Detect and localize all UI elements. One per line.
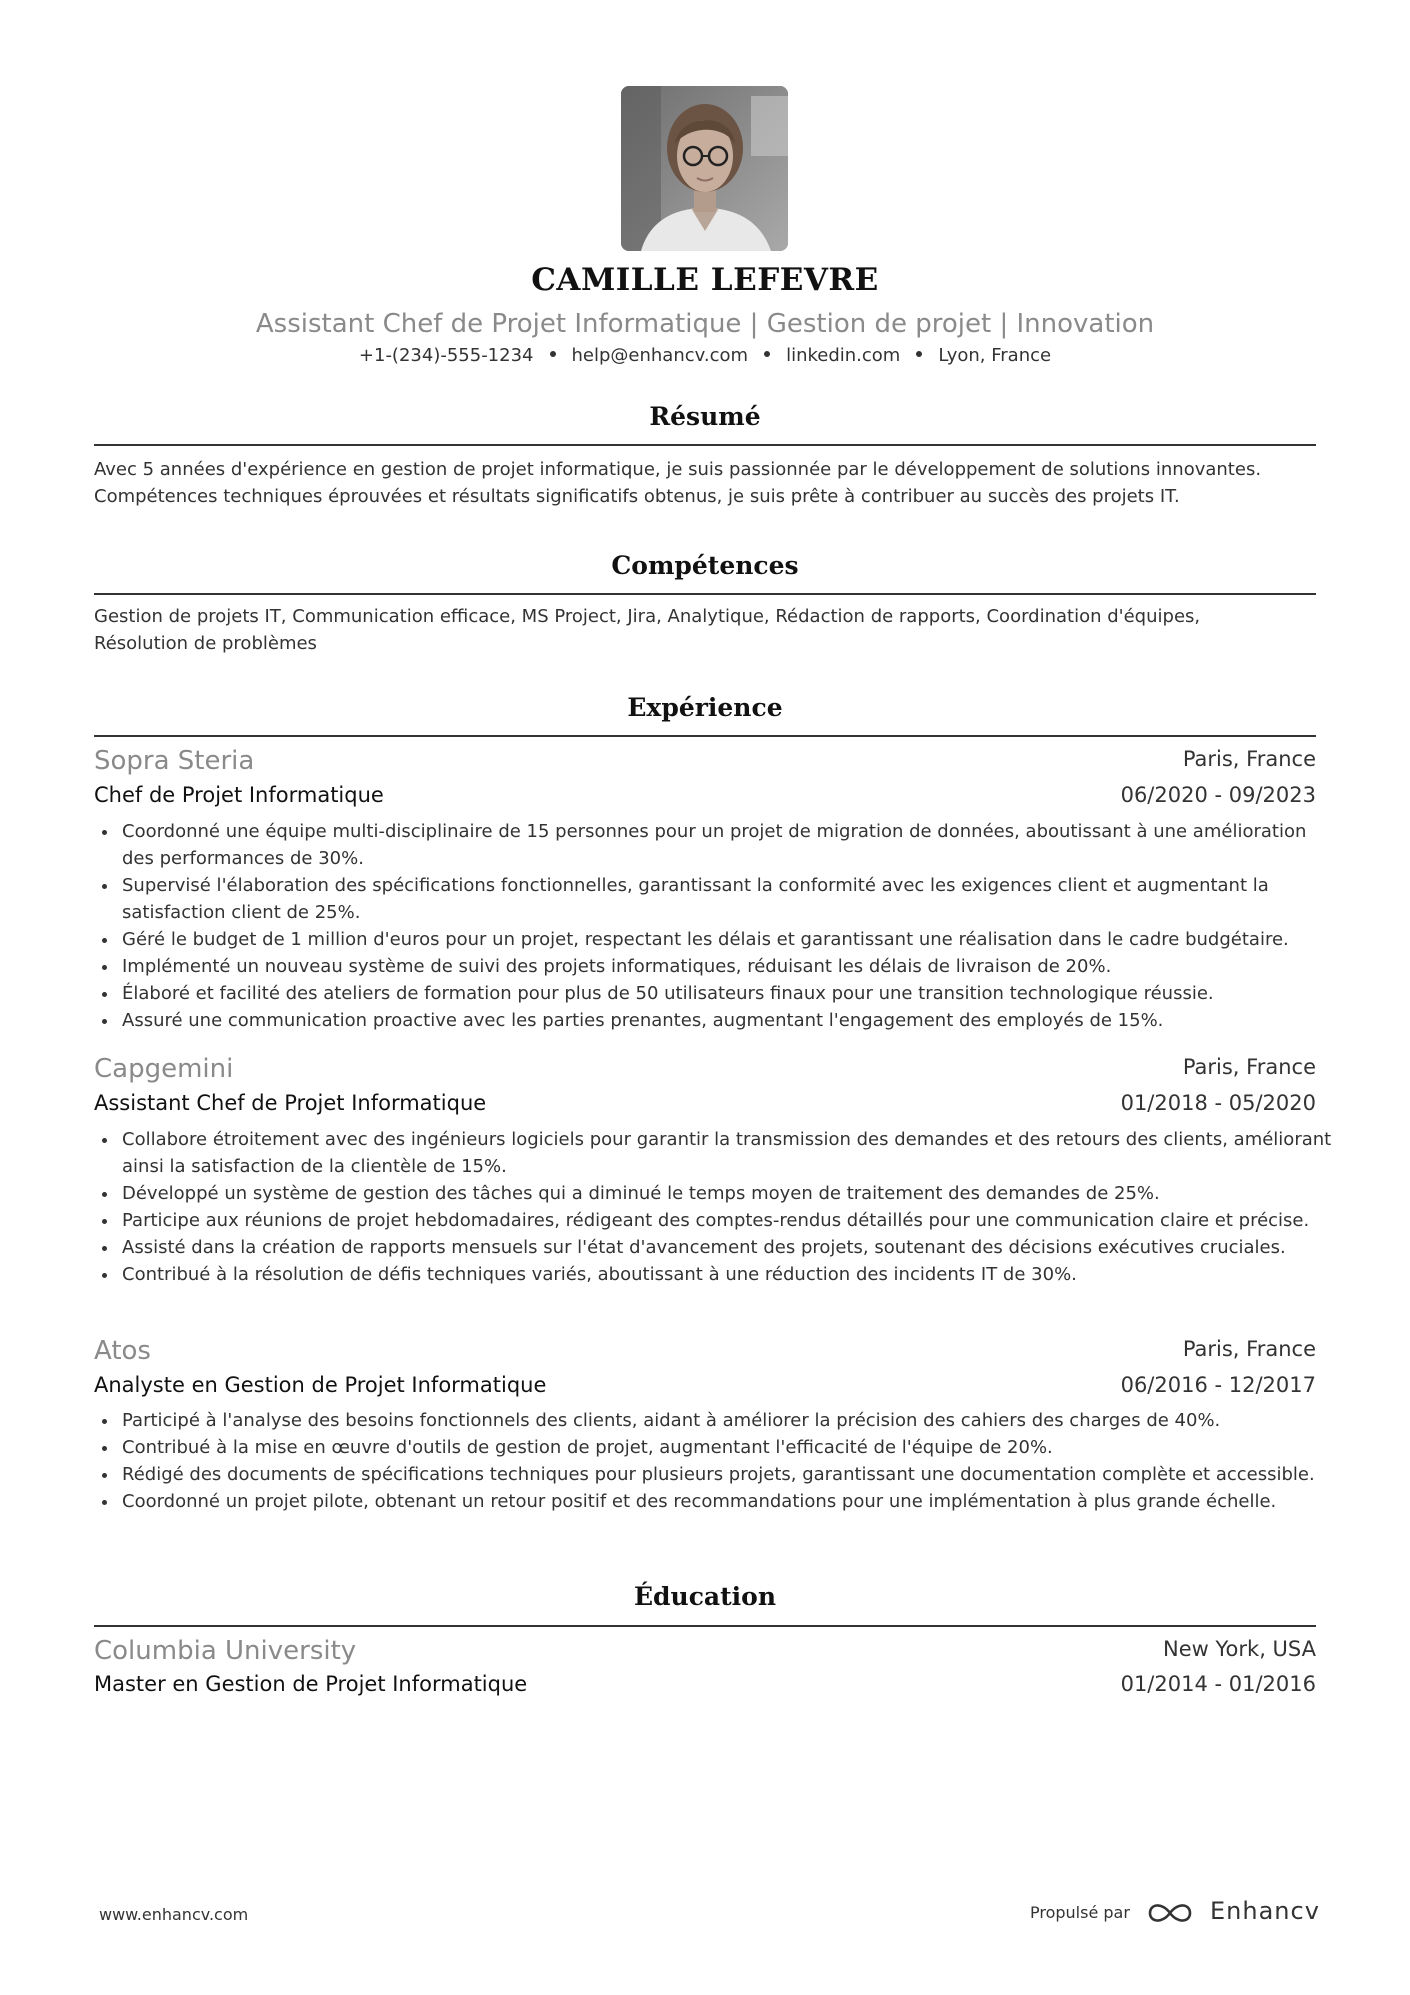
job-bullet: Participe aux réunions de projet hebdomadaires, rédigeant des comptes-rendus détaillés pour une communication claire et précise. bbox=[94, 1207, 1334, 1234]
job-bullet: Géré le budget de 1 million d'euros pour un projet, respectant les délais et garantissant une réalisation dans le cadre budgétaire. bbox=[94, 926, 1334, 953]
job-bullets bbox=[94, 1126, 1334, 1288]
candidate-name: CAMILLE LEFEVRE bbox=[531, 262, 879, 298]
skills-line: Gestion de projets IT, Communication efficace, MS Project, Jira, Analytique, Rédaction de rapports, Coordination d'équipes, bbox=[94, 606, 1201, 627]
job-bullet: Assisté dans la création de rapports mensuels sur l'état d'avancement des projets, soutenant des décisions exécutives cruciales. bbox=[94, 1234, 1334, 1261]
job-role: Assistant Chef de Projet Informatique bbox=[94, 1091, 487, 1115]
job-bullet: Contribué à la résolution de défis techniques variés, aboutissant à une réduction des incidents IT de 30%. bbox=[94, 1261, 1334, 1288]
candidate-headline: Assistant Chef de Projet Informatique | Gestion de projet | Innovation bbox=[255, 309, 1155, 339]
education-dates: 01/2014 - 01/2016 bbox=[1120, 1672, 1316, 1696]
summary-text bbox=[94, 456, 1324, 510]
education-school: Columbia University bbox=[94, 1636, 357, 1666]
contact-email[interactable]: help@enhancv.com bbox=[571, 345, 749, 366]
education-location: New York, USA bbox=[1163, 1637, 1316, 1661]
section-heading-experience: Expérience bbox=[627, 693, 783, 722]
job-bullet: Collabore étroitement avec des ingénieurs logiciels pour garantir la transmission des demandes et des retours des clients, améliorant ainsi la satisfaction de la clientèle de 15%. bbox=[94, 1126, 1334, 1180]
job-location: Paris, France bbox=[1182, 1337, 1316, 1361]
footer-brand: Enhancv bbox=[1210, 1897, 1320, 1925]
section-heading-summary: Résumé bbox=[649, 402, 761, 431]
profile-photo bbox=[621, 86, 788, 251]
footer-url[interactable]: www.enhancv.com bbox=[99, 1905, 249, 1924]
job-bullet: Supervisé l'élaboration des spécifications fonctionnelles, garantissant la conformité avec les exigences client et augmentant la satisfaction client de 25%. bbox=[94, 872, 1334, 926]
job-location: Paris, France bbox=[1182, 747, 1316, 771]
skills-line: Résolution de problèmes bbox=[94, 633, 317, 654]
job-bullet: Coordonné un projet pilote, obtenant un retour positif et des recommandations pour une implémentation à plus grande échelle. bbox=[94, 1488, 1334, 1515]
job-role: Chef de Projet Informatique bbox=[94, 783, 384, 807]
contact-phone[interactable]: +1-(234)-555-1234 bbox=[358, 345, 534, 366]
bullet-separator-icon bbox=[916, 351, 922, 357]
job-bullet: Élaboré et facilité des ateliers de formation pour plus de 50 utilisateurs finaux pour une transition technologique réussie. bbox=[94, 980, 1334, 1007]
job-location: Paris, France bbox=[1182, 1055, 1316, 1079]
contact-location: Lyon, France bbox=[938, 345, 1052, 366]
job-bullet: Rédigé des documents de spécifications techniques pour plusieurs projets, garantissant une documentation complète et accessible. bbox=[94, 1461, 1334, 1488]
education-degree: Master en Gestion de Projet Informatique bbox=[94, 1672, 528, 1696]
section-divider bbox=[94, 444, 1316, 446]
summary-line: Avec 5 années d'expérience en gestion de projet informatique, je suis passionnée par le développement de solutions innovantes. bbox=[94, 459, 1262, 480]
contact-line bbox=[0, 345, 1410, 366]
job-bullet: Développé un système de gestion des tâches qui a diminué le temps moyen de traitement des demandes de 25%. bbox=[94, 1180, 1334, 1207]
section-heading-education: Éducation bbox=[633, 1582, 777, 1611]
job-bullets bbox=[94, 818, 1334, 1034]
bullet-separator-icon bbox=[550, 351, 556, 357]
job-company: Capgemini bbox=[94, 1054, 234, 1084]
job-dates: 06/2016 - 12/2017 bbox=[1120, 1373, 1316, 1397]
skills-text bbox=[94, 603, 1324, 657]
job-bullet: Contribué à la mise en œuvre d'outils de gestion de projet, augmentant l'efficacité de l'équipe de 20%. bbox=[94, 1434, 1334, 1461]
job-company: Atos bbox=[94, 1336, 151, 1366]
job-bullet: Assuré une communication proactive avec les parties prenantes, augmentant l'engagement des employés de 15%. bbox=[94, 1007, 1334, 1034]
summary-line: Compétences techniques éprouvées et résultats significatifs obtenus, je suis prête à contribuer au succès des projets IT. bbox=[94, 486, 1180, 507]
job-company: Sopra Steria bbox=[94, 746, 255, 776]
job-dates: 06/2020 - 09/2023 bbox=[1120, 783, 1316, 807]
section-divider bbox=[94, 593, 1316, 595]
job-dates: 01/2018 - 05/2020 bbox=[1120, 1091, 1316, 1115]
job-role: Analyste en Gestion de Projet Informatique bbox=[94, 1373, 547, 1397]
job-bullet: Participé à l'analyse des besoins fonctionnels des clients, aidant à améliorer la précision des cahiers des charges de 40%. bbox=[94, 1407, 1334, 1434]
job-bullet: Coordonné une équipe multi-disciplinaire de 15 personnes pour un projet de migration de données, aboutissant à une amélioration des performances de 30%. bbox=[94, 818, 1334, 872]
job-bullet: Implémenté un nouveau système de suivi des projets informatiques, réduisant les délais de livraison de 20%. bbox=[94, 953, 1334, 980]
bullet-separator-icon bbox=[764, 351, 770, 357]
footer-powered-by: Propulsé par bbox=[1030, 1903, 1130, 1922]
contact-linkedin[interactable]: linkedin.com bbox=[786, 345, 901, 366]
section-divider bbox=[94, 735, 1316, 737]
job-bullets bbox=[94, 1407, 1334, 1515]
section-heading-skills: Compétences bbox=[611, 551, 799, 580]
section-divider bbox=[94, 1625, 1316, 1627]
